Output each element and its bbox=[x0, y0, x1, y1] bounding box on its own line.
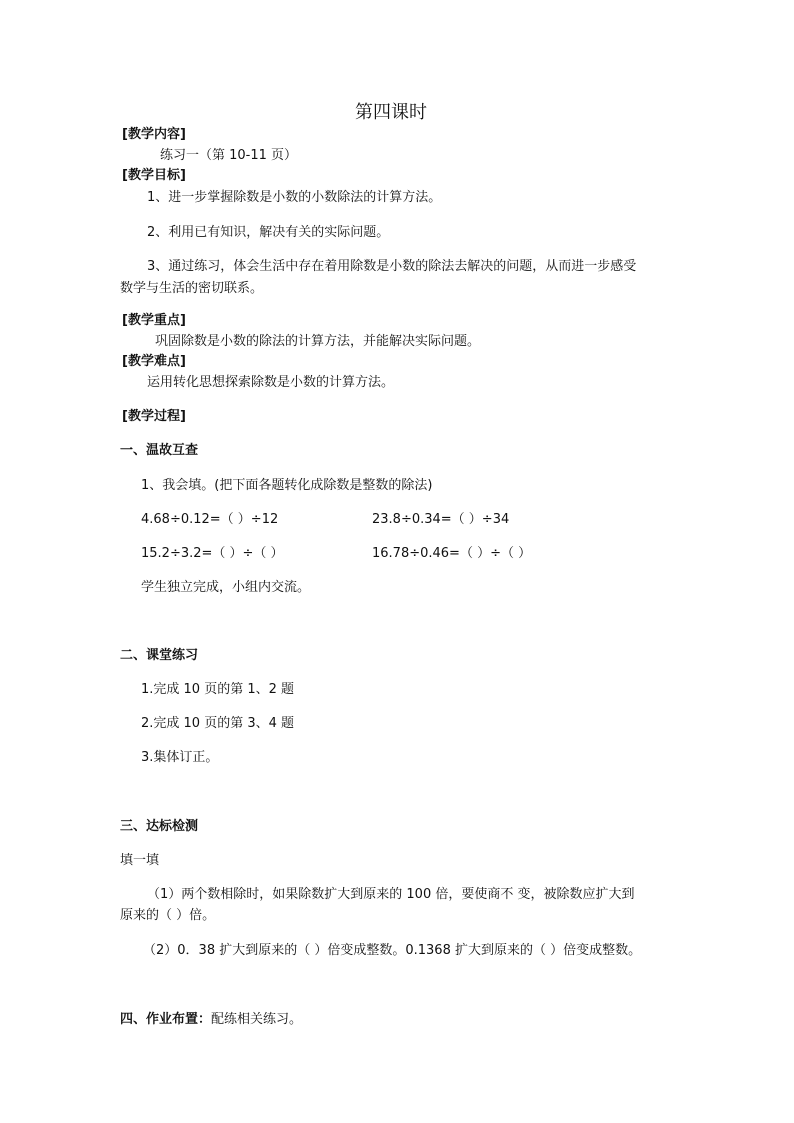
question-2: （2）0．38 扩大到原来的（ ）倍变成整数。0.1368 扩大到原来的（ ）倍变成整数。 bbox=[143, 943, 642, 958]
goal-2: 2、利用已有知识，解决有关的实际问题。 bbox=[147, 225, 390, 240]
section2-heading: 二、课堂练习 bbox=[120, 648, 199, 663]
section1-intro: 1、我会填。(把下面各题转化成除数是整数的除法) bbox=[141, 478, 433, 493]
goal-3-continued: 数学与生活的密切联系。 bbox=[120, 281, 264, 296]
difficulty-heading: [教学难点] bbox=[122, 354, 186, 369]
equation-2: 23.8÷0.34=（ ）÷34 bbox=[372, 512, 510, 527]
goals-heading: [教学目标] bbox=[122, 168, 186, 183]
question-1b: 原来的（ ）倍。 bbox=[120, 908, 216, 923]
section1-heading: 一、温故互查 bbox=[120, 443, 199, 458]
equation-3: 15.2÷3.2=（ ）÷（ ） bbox=[141, 546, 284, 561]
practice-item-2: 2.完成 10 页的第 3、4 题 bbox=[141, 716, 295, 731]
section3-heading: 三、达标检测 bbox=[120, 819, 199, 834]
equation-1: 4.68÷0.12=（ ）÷12 bbox=[141, 512, 279, 527]
practice-item-3: 3.集体订正。 bbox=[141, 750, 219, 765]
content-text: 练习一（第 10-11 页） bbox=[160, 148, 298, 163]
process-heading: [教学过程] bbox=[122, 409, 186, 424]
equation-4: 16.78÷0.46=（ ）÷（ ） bbox=[372, 546, 532, 561]
page-title: 第四课时 bbox=[355, 102, 427, 123]
difficulty-text: 运用转化思想探索除数是小数的计算方法。 bbox=[147, 375, 395, 390]
key-text: 巩固除数是小数的除法的计算方法，并能解决实际问题。 bbox=[155, 334, 481, 349]
section4-heading: 四、作业布置： bbox=[120, 1012, 212, 1027]
section3-sub: 填一填 bbox=[120, 853, 160, 868]
key-heading: [教学重点] bbox=[122, 313, 186, 328]
section4-text: 配练相关练习。 bbox=[211, 1012, 303, 1027]
goal-3: 3、通过练习，体会生活中存在着用除数是小数的除法去解决的问题，从而进一步感受 bbox=[147, 259, 637, 274]
section4 bbox=[120, 1012, 302, 1028]
section1-note: 学生独立完成，小组内交流。 bbox=[141, 580, 311, 595]
goal-1: 1、进一步掌握除数是小数的小数除法的计算方法。 bbox=[147, 190, 442, 205]
question-1a: （1）两个数相除时，如果除数扩大到原来的 100 倍，要使商不 变，被除数应扩大到 bbox=[147, 887, 635, 902]
practice-item-1: 1.完成 10 页的第 1、2 题 bbox=[141, 682, 295, 697]
content-heading: [教学内容] bbox=[122, 127, 186, 142]
